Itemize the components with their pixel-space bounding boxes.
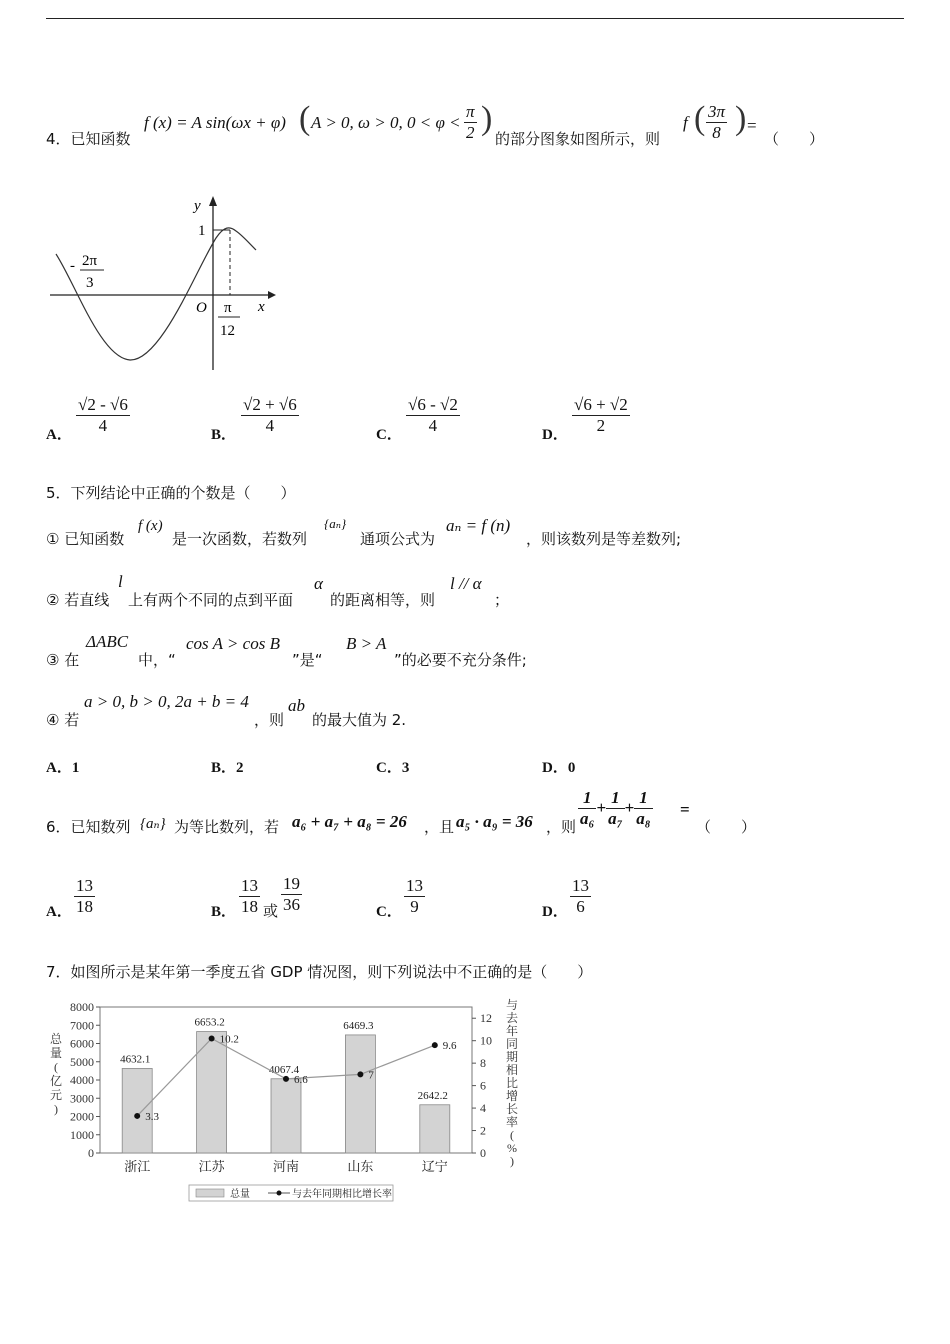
y-tick-label: 5000 [70, 1054, 94, 1069]
y-tick-label: 8000 [70, 1000, 94, 1014]
q4-sine-graph [46, 190, 276, 375]
y2-tick-label: 8 [480, 1056, 486, 1071]
legend-bar-swatch [196, 1189, 224, 1197]
bar-3 [345, 1035, 375, 1153]
q4-equals: = [747, 116, 757, 135]
q5-option-d[interactable]: D．0 [542, 760, 576, 776]
y-tick-label: 1000 [70, 1127, 94, 1142]
y2-axis-title-char: 相 [505, 1063, 519, 1077]
y2-tick-label: 10 [480, 1033, 492, 1048]
y2-tick-label: 0 [480, 1146, 486, 1160]
y2-axis-title-char: ( [510, 1128, 514, 1142]
category-label: 河南 [272, 1159, 300, 1174]
y2-axis-title-char: 长 [505, 1102, 519, 1116]
growth-point [357, 1071, 363, 1077]
growth-label: 9.6 [442, 1040, 457, 1053]
q4-function: f (x) = A sin(ωx + φ) [144, 113, 286, 132]
origin-label: O [196, 300, 207, 316]
y-tick-label: 0 [88, 1146, 94, 1160]
q5-statement-1: ① 已知函数 f (x) 是一次函数，若数列 {aₙ} 通项公式为 aₙ = f (n) ，则该数列是等差数列; [46, 516, 682, 548]
bar-2 [271, 1079, 301, 1153]
q4-lparen: ( [299, 100, 311, 137]
y-tick-label: 2000 [70, 1109, 94, 1124]
category-label: 江苏 [198, 1159, 225, 1174]
y-tick-label: 4000 [70, 1073, 94, 1087]
growth-label: 10.2 [219, 1033, 239, 1046]
bar-label: 6653.2 [194, 1016, 225, 1029]
q5-statement-2: ② 若直线 l 上有两个不同的点到平面 α 的距离相等，则 l // α ； [46, 572, 510, 609]
x-axis-arrow [268, 291, 276, 299]
label-one: 1 [198, 223, 206, 239]
y2-axis-title-char: 去 [505, 1011, 519, 1025]
bar-label: 6469.3 [343, 1019, 374, 1032]
growth-label: 3.3 [145, 1110, 159, 1123]
y-axis-arrow [209, 196, 217, 206]
q4-rparen: ) [481, 100, 493, 137]
label-3: 3 [86, 275, 94, 291]
y-axis-title-char: 总 [49, 1032, 63, 1046]
growth-point [283, 1076, 289, 1082]
q5-option-a[interactable]: A．1 [46, 760, 80, 776]
x-label: x [258, 299, 265, 315]
y2-axis-title-char: 比 [505, 1076, 519, 1090]
y2-axis-title-char: % [507, 1141, 517, 1155]
sine-curve [56, 228, 256, 360]
y-axis-title-char: 元 [49, 1088, 63, 1102]
y-axis-title-char: ( [54, 1060, 58, 1074]
y2-axis-title-char: 同 [505, 1037, 519, 1051]
q5-stem: 5．下列结论中正确的个数是（ ） [46, 484, 296, 502]
legend-line-label: 与去年同期相比增长率 [292, 1189, 392, 1200]
y2-tick-label: 2 [480, 1123, 486, 1138]
y2-axis-title-char: 增 [505, 1089, 519, 1103]
gdp-chart [46, 995, 526, 1210]
y2-tick-label: 6 [480, 1078, 486, 1093]
q4-rparen2: ) [735, 100, 747, 137]
q4-condition: A > 0, ω > 0, 0 < φ < [311, 113, 461, 132]
label-pi: π [224, 300, 232, 316]
q4-pi-over-2: $\frac{\pi}{2}$ [466, 102, 475, 142]
y2-axis-title-char: 年 [505, 1024, 519, 1038]
q5-option-c[interactable]: C．3 [376, 760, 410, 776]
y2-axis-title-char: 期 [505, 1050, 519, 1064]
bar-label: 4632.1 [120, 1053, 151, 1066]
label-minus: - [70, 258, 75, 274]
y2-tick-label: 4 [480, 1101, 486, 1116]
y2-axis-title-char: 率 [505, 1115, 519, 1129]
q5-statement-3: ③ 在 ΔABC 中，“ cos A > cos B ”是“ B > A ”的必要不充分条件; [46, 632, 527, 669]
question-4 [46, 100, 906, 160]
q4-lparen2: ( [694, 100, 706, 137]
growth-point [432, 1042, 438, 1048]
label-12: 12 [220, 323, 235, 339]
y2-axis-title-char: ) [510, 1154, 514, 1168]
y-axis-title-char: ) [54, 1102, 58, 1116]
y-tick-label: 7000 [70, 1018, 94, 1033]
question-6: 6．已知数列 {aₙ} 为等比数列，若 a₆ + a₇ + a₈ = 26 ，且 a₅ · a₉ = 36 ，则 $\frac{1}{\text{a₆}}$ + $\frac{1}{\text{a₇}}$ + $\frac{1}{\text{a₈}}$ = （ ） [46, 788, 757, 836]
y-axis-title-char: 亿 [49, 1074, 63, 1088]
category-label: 辽宁 [421, 1159, 448, 1174]
q4-answer-paren: （ ） [764, 130, 825, 148]
growth-point [209, 1035, 215, 1041]
q6-options: A． $\frac{13}{18}$ B． $\frac{13}{18}$ 或 $\frac{19}{36}$ C． $\frac{13}{9}$ D． $\frac{13}{6}$ [46, 874, 589, 920]
growth-point [134, 1113, 140, 1119]
bar-4 [420, 1105, 450, 1153]
growth-label: 6.6 [294, 1073, 308, 1086]
y-label: y [194, 198, 201, 214]
category-label: 山东 [347, 1159, 374, 1174]
q4-text: 的部分图象如图所示，则 [495, 130, 661, 148]
y-tick-label: 6000 [70, 1036, 94, 1051]
q4-number: 4．已知函数 [46, 130, 131, 148]
bar-label: 2642.2 [417, 1089, 448, 1102]
label-2pi: 2π [82, 253, 98, 269]
legend-bar-label: 总量 [230, 1189, 250, 1200]
q7-stem: 7．如图所示是某年第一季度五省 GDP 情况图，则下列说法中不正确的是（ ） [46, 963, 593, 981]
header-rule [46, 18, 904, 19]
y-axis-title-char: 量 [49, 1046, 63, 1060]
q4-3pi-over-8: $\frac{3\pi}{8}$ [708, 102, 726, 142]
y-tick-label: 3000 [70, 1091, 94, 1106]
q5-statement-4: ④ 若 a > 0, b > 0, 2a + b = 4 ，则 ab 的最大值为 2. [46, 692, 407, 729]
y2-axis-title-char: 与 [505, 998, 519, 1012]
legend-point-swatch [277, 1191, 282, 1196]
bar-label: 4067.4 [268, 1063, 300, 1076]
q4-options: A． $\frac{√2 - √6}{4}$ B． $\frac{√2 + √6}{4}$ C． $\frac{√6 - √2}{4}$ D． $\frac{√6 + √2}{2}$ [46, 395, 628, 443]
y2-tick-label: 12 [480, 1011, 492, 1026]
q4-f: f [683, 113, 688, 132]
q6-recip-sum: $\frac{1}{\text{a₆}}$ + $\frac{1}{\text{a₇}}$ + $\frac{1}{\text{a₈}}$ [580, 788, 651, 828]
q5-option-b[interactable]: B．2 [211, 760, 244, 776]
q5-options [46, 756, 906, 778]
growth-label: 7 [368, 1069, 374, 1082]
category-label: 浙江 [124, 1159, 151, 1174]
